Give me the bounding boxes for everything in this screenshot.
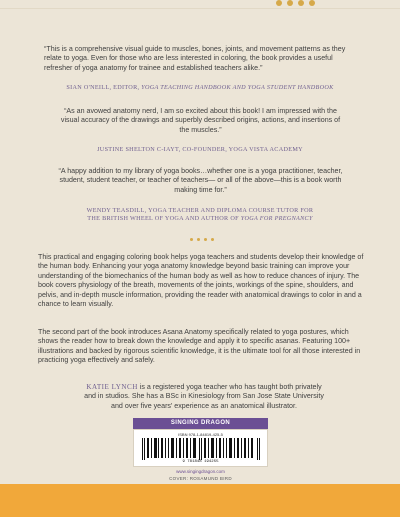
description-paragraph-2: The second part of the book introduces Asana Anatomy specifically related to yoga postures, which shows the reader how to break down the knowledge and apply it to specific asanas. Featuring 100+ illustrations and backed by rigorous scientific knowledge, it is the ultimate tool for all those interested in practicing yoga effectively and safely. (38, 328, 361, 365)
attribution-prefix: SIAN O'NEILL, EDITOR, (66, 84, 140, 91)
author-bio-text: is a registered yoga teacher who has taught both privately and in studios. She has a BSc in Kinesiology from San Jose State University and over five years' experience as an anatomical illustrator. (84, 383, 324, 410)
review-attribution-2 (40, 146, 360, 154)
top-strip (0, 0, 400, 9)
bottom-color-band (0, 484, 400, 517)
description-paragraph-1: This practical and engaging coloring book helps yoga teachers and students develop their knowledge of the human body. Enhancing your yoga anatomy knowledge beyond basic training can improve your understanding of the biomechanics of the human body as well as how to reduce chances of injury. The book covers physiology of the breath, movements of the joints, workings of the spine, shoulders, and pelvis, and in-depth muscle information, providing the reader with anatomical drawings to color in and a chance to learn visually. (38, 253, 364, 309)
attribution-prefix: WENDY TEASDILL, YOGA TEACHER AND DIPLOMA COURSE TUTOR FOR (86, 207, 314, 214)
review-quote-2: “As an avowed anatomy nerd, I am so excited about this book! I am impressed with the visual accuracy of the drawings and superbly described origins, actions, and insertions of the muscles.” (60, 107, 341, 134)
barcode-box (133, 429, 268, 467)
isbn-label: ISBN 978-1-84819-425-5 (178, 432, 223, 437)
dot-ornament-icon (309, 0, 315, 6)
attribution-title: YOGA FOR PREGNANCY (240, 215, 313, 222)
cover-credit: COVER: ROSAMUND BIRD (169, 476, 232, 481)
review-attribution-3 (40, 207, 360, 223)
attribution-title: YOGA TEACHING HANDBOOK AND YOGA STUDENT HANDBOOK (141, 84, 334, 91)
author-name: KATIE LYNCH (86, 383, 138, 391)
review-quote-3: “A happy addition to my library of yoga books…whether one is a yoga practitioner, teacher, student, student teacher, or teacher of teachers— or all of the above—this is a book worth making time for.” (58, 167, 343, 194)
barcode-icon (142, 438, 260, 460)
dot-ornament-icon (197, 238, 200, 241)
dot-ornament-icon (298, 0, 304, 6)
attribution-prefix: JUSTINE SHELTON C-IAYT, CO-FOUNDER, YOGA VISTA ACADEMY (97, 146, 303, 153)
dot-ornament-icon (204, 238, 207, 241)
top-dots-ornament (276, 0, 315, 6)
attribution-line2: THE BRITISH WHEEL OF YOGA AND AUTHOR OF (87, 215, 239, 222)
author-bio (84, 383, 324, 411)
publisher-url: www.singingdragon.com (176, 469, 225, 474)
dot-ornament-icon (287, 0, 293, 6)
publisher-logo-bar: SINGING DRAGON (133, 418, 268, 429)
review-attribution-1 (40, 84, 360, 92)
dot-ornament-icon (211, 238, 214, 241)
barcode-digits: 9 781848 194255 (182, 460, 219, 464)
section-divider (190, 238, 214, 241)
dot-ornament-icon (276, 0, 282, 6)
review-quote-1: “This is a comprehensive visual guide to muscles, bones, joints, and movement patterns as they relate to yoga. Even for those who are less interested in coloring, the book provides a useful refresher of yoga anatomy for trainee and established teachers alike.” (44, 45, 346, 72)
dot-ornament-icon (190, 238, 193, 241)
